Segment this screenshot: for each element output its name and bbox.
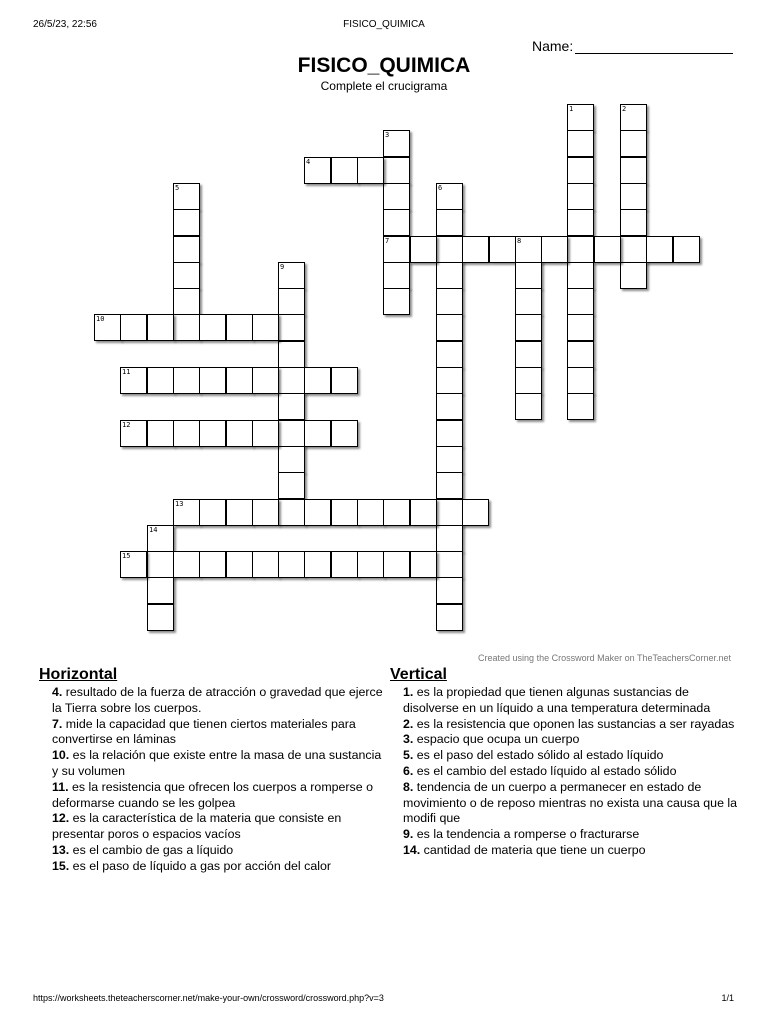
crossword-cell bbox=[199, 314, 226, 341]
crossword-cell bbox=[567, 236, 594, 263]
crossword-cell bbox=[436, 604, 463, 631]
crossword-cell bbox=[436, 262, 463, 289]
print-date: 26/5/23, 22:56 bbox=[33, 19, 97, 30]
crossword-cell bbox=[515, 393, 542, 420]
crossword-cell bbox=[462, 499, 489, 526]
crossword-cell bbox=[515, 288, 542, 315]
crossword-cell bbox=[462, 236, 489, 263]
print-doc-title: FISICO_QUIMICA bbox=[343, 19, 425, 30]
crossword-cell bbox=[436, 420, 463, 447]
crossword-cell bbox=[357, 551, 384, 578]
horizontal-clue bbox=[52, 748, 389, 780]
crossword-cell bbox=[173, 367, 200, 394]
clue-number: 2 bbox=[622, 105, 627, 113]
clue-number: 7 bbox=[385, 237, 390, 245]
crossword-cell bbox=[120, 420, 147, 447]
crossword-cell bbox=[436, 209, 463, 236]
crossword-cell bbox=[94, 314, 121, 341]
crossword-cell bbox=[226, 551, 253, 578]
crossword-cell bbox=[304, 157, 331, 184]
crossword-cell bbox=[515, 236, 542, 263]
crossword-cell bbox=[199, 551, 226, 578]
crossword-cell bbox=[331, 551, 358, 578]
clue-text: cantidad de materia que tiene un cuerpo bbox=[420, 842, 646, 857]
crossword-cell bbox=[147, 525, 174, 552]
clue-text: es la relación que existe entre la masa de una sustancia y su volumen bbox=[52, 748, 382, 778]
clue-number: 13 bbox=[175, 500, 184, 508]
vertical-clue bbox=[403, 764, 740, 780]
clue-number: 1 bbox=[569, 105, 574, 113]
crossword-cell bbox=[567, 157, 594, 184]
clue-number: 10 bbox=[96, 315, 105, 323]
clue-number-label: 8. bbox=[403, 779, 414, 794]
crossword-cell bbox=[620, 157, 647, 184]
name-label: Name: bbox=[532, 38, 574, 54]
crossword-cell bbox=[173, 262, 200, 289]
crossword-cell bbox=[436, 577, 463, 604]
crossword-cell bbox=[436, 314, 463, 341]
crossword-cell bbox=[252, 314, 279, 341]
crossword-cell bbox=[173, 420, 200, 447]
crossword-cell bbox=[252, 367, 279, 394]
horizontal-clue bbox=[52, 717, 389, 749]
crossword-cell bbox=[331, 157, 358, 184]
crossword-cell bbox=[278, 420, 305, 447]
crossword-cell bbox=[567, 130, 594, 157]
crossword-cell bbox=[252, 499, 279, 526]
crossword-cell bbox=[515, 314, 542, 341]
clue-text: mide la capacidad que tienen ciertos materiales para convertirse en láminas bbox=[52, 716, 356, 747]
crossword-cell bbox=[226, 367, 253, 394]
clue-text: es la tendencia a romperse o fracturarse bbox=[413, 827, 640, 842]
clue-number-label: 15. bbox=[52, 858, 70, 873]
clue-number-label: 12. bbox=[52, 811, 70, 826]
crossword-cell bbox=[147, 551, 174, 578]
horizontal-clue bbox=[52, 859, 389, 875]
crossword-cell bbox=[436, 446, 463, 473]
clue-number: 4 bbox=[306, 158, 311, 166]
crossword-cell bbox=[383, 157, 410, 184]
crossword-cell bbox=[567, 104, 594, 131]
vertical-clue bbox=[403, 717, 740, 733]
clue-text: es el cambio de gas a líquido bbox=[69, 842, 234, 857]
horizontal-clue-list bbox=[39, 685, 389, 875]
crossword-cell bbox=[436, 472, 463, 499]
crossword-cell bbox=[620, 236, 647, 263]
horizontal-clue bbox=[52, 843, 389, 859]
clue-number-label: 6. bbox=[403, 763, 414, 778]
crossword-cell bbox=[278, 314, 305, 341]
crossword-cell bbox=[173, 551, 200, 578]
crossword-cell bbox=[331, 499, 358, 526]
crossword-cell bbox=[173, 499, 200, 526]
clue-text: es la característica de la materia que consiste en presentar poros o espacios vacíos bbox=[52, 811, 342, 842]
crossword-cell bbox=[226, 499, 253, 526]
crossword-cell bbox=[567, 209, 594, 236]
crossword-cell bbox=[226, 314, 253, 341]
crossword-cell bbox=[567, 367, 594, 394]
crossword-cell bbox=[594, 236, 621, 263]
crossword-cell bbox=[436, 288, 463, 315]
clue-number: 3 bbox=[385, 131, 390, 139]
clue-number-label: 11. bbox=[52, 779, 69, 794]
clue-number-label: 7. bbox=[52, 716, 63, 731]
clue-number-label: 3. bbox=[403, 732, 414, 747]
crossword-cell bbox=[331, 420, 358, 447]
clue-number: 5 bbox=[175, 184, 180, 192]
crossword-cell bbox=[147, 604, 174, 631]
crossword-cell bbox=[147, 367, 174, 394]
clue-number: 6 bbox=[438, 184, 443, 192]
clue-text: resultado de la fuerza de atracción o gravedad que ejerce la Tierra sobre los cuerpos. bbox=[52, 685, 383, 715]
clue-number: 15 bbox=[122, 552, 131, 560]
crossword-cell bbox=[436, 551, 463, 578]
vertical-clue bbox=[403, 685, 740, 717]
crossword-cell bbox=[331, 367, 358, 394]
crossword-cell bbox=[199, 499, 226, 526]
clue-number-label: 1. bbox=[403, 685, 414, 699]
crossword-cell bbox=[304, 551, 331, 578]
clue-text: espacio que ocupa un cuerpo bbox=[413, 732, 580, 747]
clue-number: 9 bbox=[280, 263, 285, 271]
clue-number-label: 10. bbox=[52, 748, 70, 763]
crossword-cell bbox=[278, 367, 305, 394]
vertical-clue bbox=[403, 780, 740, 827]
crossword-cell bbox=[383, 551, 410, 578]
clue-number: 11 bbox=[122, 368, 131, 376]
crossword-cell bbox=[173, 288, 200, 315]
clue-number-label: 2. bbox=[403, 716, 414, 731]
crossword-cell bbox=[436, 367, 463, 394]
crossword-cell bbox=[120, 314, 147, 341]
crossword-cell bbox=[383, 236, 410, 263]
crossword-cell bbox=[620, 104, 647, 131]
crossword-cell bbox=[278, 262, 305, 289]
crossword-cell bbox=[199, 367, 226, 394]
crossword-cell bbox=[620, 183, 647, 210]
crossword-cell bbox=[646, 236, 673, 263]
crossword-cell bbox=[252, 420, 279, 447]
crossword-cell bbox=[410, 551, 437, 578]
clue-number: 14 bbox=[149, 526, 158, 534]
horizontal-clue bbox=[52, 780, 389, 812]
crossword-cell bbox=[278, 551, 305, 578]
crossword-cell bbox=[436, 183, 463, 210]
clue-text: es el paso de líquido a gas por acción del calor bbox=[69, 858, 331, 873]
crossword-cell bbox=[357, 157, 384, 184]
crossword-cell bbox=[567, 314, 594, 341]
clue-number-label: 4. bbox=[52, 685, 63, 699]
footer-url: https://worksheets.theteacherscorner.net/make-your-own/crossword/crossword.php?v=3 bbox=[33, 993, 384, 1003]
horizontal-clue bbox=[52, 685, 389, 717]
crossword-cell bbox=[620, 130, 647, 157]
crossword-cell bbox=[489, 236, 516, 263]
crossword-cell bbox=[383, 183, 410, 210]
page-subtitle: Complete el crucigrama bbox=[320, 79, 448, 93]
crossword-cell bbox=[278, 446, 305, 473]
crossword-cell bbox=[383, 288, 410, 315]
crossword-cell bbox=[541, 236, 568, 263]
crossword-cell bbox=[147, 314, 174, 341]
crossword-cell bbox=[383, 262, 410, 289]
crossword-cell bbox=[173, 314, 200, 341]
horizontal-heading: Horizontal bbox=[39, 666, 118, 683]
crossword-cell bbox=[383, 130, 410, 157]
clue-text: es la resistencia que ofrecen los cuerpos a romperse o deformarse cuando se les golpea bbox=[52, 779, 373, 810]
crossword-cell bbox=[278, 499, 305, 526]
clue-number-label: 14. bbox=[403, 842, 421, 857]
crossword-cell bbox=[357, 499, 384, 526]
horizontal-clue bbox=[52, 811, 389, 843]
vertical-clues bbox=[390, 666, 740, 859]
vertical-clue bbox=[403, 748, 740, 764]
crossword-cell bbox=[436, 341, 463, 368]
credit-text: Created using the Crossword Maker on TheTeachersCorner.net bbox=[478, 653, 731, 663]
crossword-cell bbox=[278, 393, 305, 420]
crossword-cell bbox=[278, 288, 305, 315]
crossword-cell bbox=[515, 262, 542, 289]
crossword-cell bbox=[567, 288, 594, 315]
crossword-cell bbox=[304, 367, 331, 394]
clue-text: es el paso del estado sólido al estado líquido bbox=[413, 748, 664, 763]
page-title: FISICO_QUIMICA bbox=[297, 54, 471, 77]
crossword-cell bbox=[278, 341, 305, 368]
clue-number-label: 5. bbox=[403, 748, 414, 763]
crossword-cell bbox=[383, 209, 410, 236]
clue-text: es la resistencia que oponen las sustancias a ser rayadas bbox=[413, 716, 735, 731]
crossword-cell bbox=[304, 499, 331, 526]
crossword-cell bbox=[436, 236, 463, 263]
crossword-cell bbox=[620, 209, 647, 236]
crossword-cell bbox=[147, 577, 174, 604]
vertical-clue bbox=[403, 843, 740, 859]
crossword-cell bbox=[567, 262, 594, 289]
crossword-cell bbox=[278, 472, 305, 499]
clue-number-label: 13. bbox=[52, 842, 70, 857]
crossword-cell bbox=[567, 183, 594, 210]
vertical-heading: Vertical bbox=[390, 666, 447, 683]
crossword-cell bbox=[567, 341, 594, 368]
crossword-cell bbox=[515, 341, 542, 368]
vertical-clue-list bbox=[390, 685, 740, 859]
clue-text: es el cambio del estado líquido al estado sólido bbox=[413, 763, 677, 778]
crossword-cell bbox=[515, 367, 542, 394]
crossword-cell bbox=[383, 499, 410, 526]
clue-number: 8 bbox=[517, 237, 522, 245]
crossword-cell bbox=[620, 262, 647, 289]
crossword-cell bbox=[120, 367, 147, 394]
crossword-cell bbox=[120, 551, 147, 578]
crossword-cell bbox=[436, 525, 463, 552]
clue-number-label: 9. bbox=[403, 827, 414, 842]
crossword-cell bbox=[173, 209, 200, 236]
crossword-cell bbox=[304, 420, 331, 447]
crossword-cell bbox=[173, 236, 200, 263]
footer-page-number: 1/1 bbox=[721, 993, 734, 1003]
crossword-cell bbox=[410, 236, 437, 263]
crossword-cell bbox=[147, 420, 174, 447]
crossword-cell bbox=[436, 499, 463, 526]
crossword-cell bbox=[673, 236, 700, 263]
vertical-clue bbox=[403, 732, 740, 748]
crossword-cell bbox=[252, 551, 279, 578]
crossword-cell bbox=[173, 183, 200, 210]
clue-text: tendencia de un cuerpo a permanecer en estado de movimiento o de reposo mientras no exista una causa que la modifi que bbox=[403, 779, 738, 826]
clue-number: 12 bbox=[122, 421, 131, 429]
crossword-cell bbox=[199, 420, 226, 447]
crossword-cell bbox=[226, 420, 253, 447]
horizontal-clues bbox=[39, 666, 389, 875]
crossword-cell bbox=[567, 393, 594, 420]
crossword-cell bbox=[410, 499, 437, 526]
crossword-cell bbox=[436, 393, 463, 420]
vertical-clue bbox=[403, 827, 740, 843]
clue-text: es la propiedad que tienen algunas sustancias de disolverse en un líquido a una temperatura determinada bbox=[403, 685, 711, 715]
